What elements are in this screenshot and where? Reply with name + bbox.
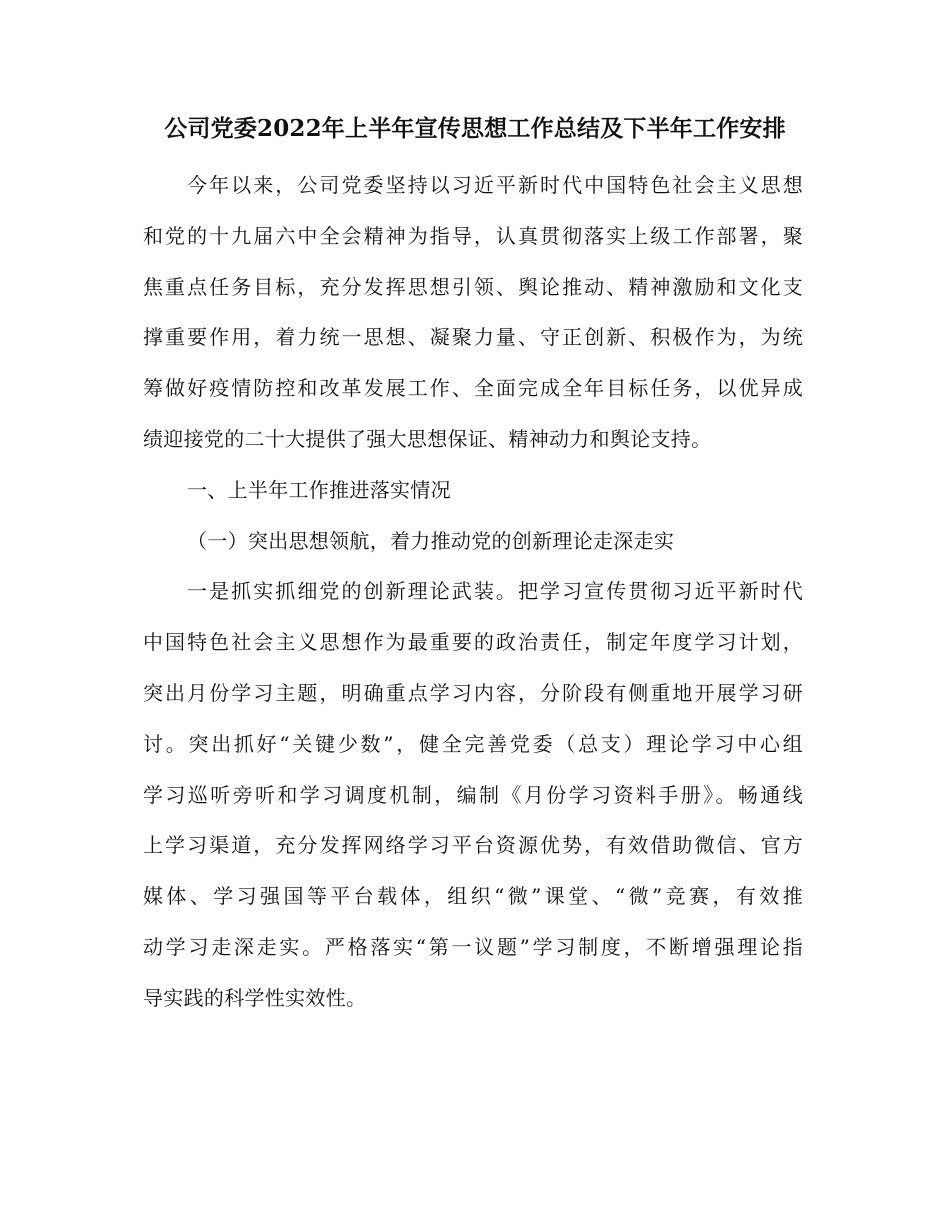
paragraph-line: 和党的十九届六中全会精神为指导，认真贯彻落实上级工作部署，聚 xyxy=(143,223,803,248)
paragraph-line: 学习巡听旁听和学习调度机制，编制《月份学习资料手册》。畅通线 xyxy=(143,782,803,807)
paragraph-line: 一是抓实抓细党的创新理论武装。把学习宣传贯彻习近平新时代 xyxy=(187,579,803,604)
paragraph-line: 撑重要作用，着力统一思想、凝聚力量、守正创新、积极作为，为统 xyxy=(143,325,803,350)
paragraph-line: 突出月份学习主题，明确重点学习内容，分阶段有侧重地开展学习研 xyxy=(143,680,803,705)
document-title: 公司党委2022年上半年宣传思想工作总结及下半年工作安排 xyxy=(164,115,786,142)
paragraph-theory xyxy=(143,566,803,1023)
paragraph-line: 讨。突出抓好“关键少数”，健全完善党委（总支）理论学习中心组 xyxy=(143,731,803,756)
subsection-heading xyxy=(143,516,803,567)
paragraph-line: 筹做好疫情防控和改革发展工作、全面完成全年目标任务，以优异成 xyxy=(143,376,803,401)
paragraph-intro xyxy=(143,160,803,465)
paragraph-line: 导实践的科学性实效性。 xyxy=(143,985,367,1010)
document-body xyxy=(143,160,803,1024)
paragraph-line: 中国特色社会主义思想作为最重要的政治责任，制定年度学习计划， xyxy=(143,630,803,655)
paragraph-line: 动学习走深走实。严格落实“第一议题”学习制度，不断增强理论指 xyxy=(143,934,803,959)
paragraph-line: 今年以来，公司党委坚持以习近平新时代中国特色社会主义思想 xyxy=(187,173,803,197)
paragraph-line: 焦重点任务目标，充分发挥思想引领、舆论推动、精神激励和文化支 xyxy=(143,274,803,299)
section-heading-text: 一、上半年工作推进落实情况 xyxy=(187,477,451,502)
subsection-heading-text: （一）突出思想领航，着力推动党的创新理论走深走实 xyxy=(187,528,675,553)
section-heading xyxy=(143,465,803,516)
paragraph-line: 绩迎接党的二十大提供了强大思想保证、精神动力和舆论支持。 xyxy=(143,426,712,451)
paragraph-line: 媒体、学习强国等平台载体，组织“微”课堂、“微”竞赛，有效推 xyxy=(143,884,803,909)
paragraph-line: 上学习渠道，充分发挥网络学习平台资源优势，有效借助微信、官方 xyxy=(143,833,803,858)
